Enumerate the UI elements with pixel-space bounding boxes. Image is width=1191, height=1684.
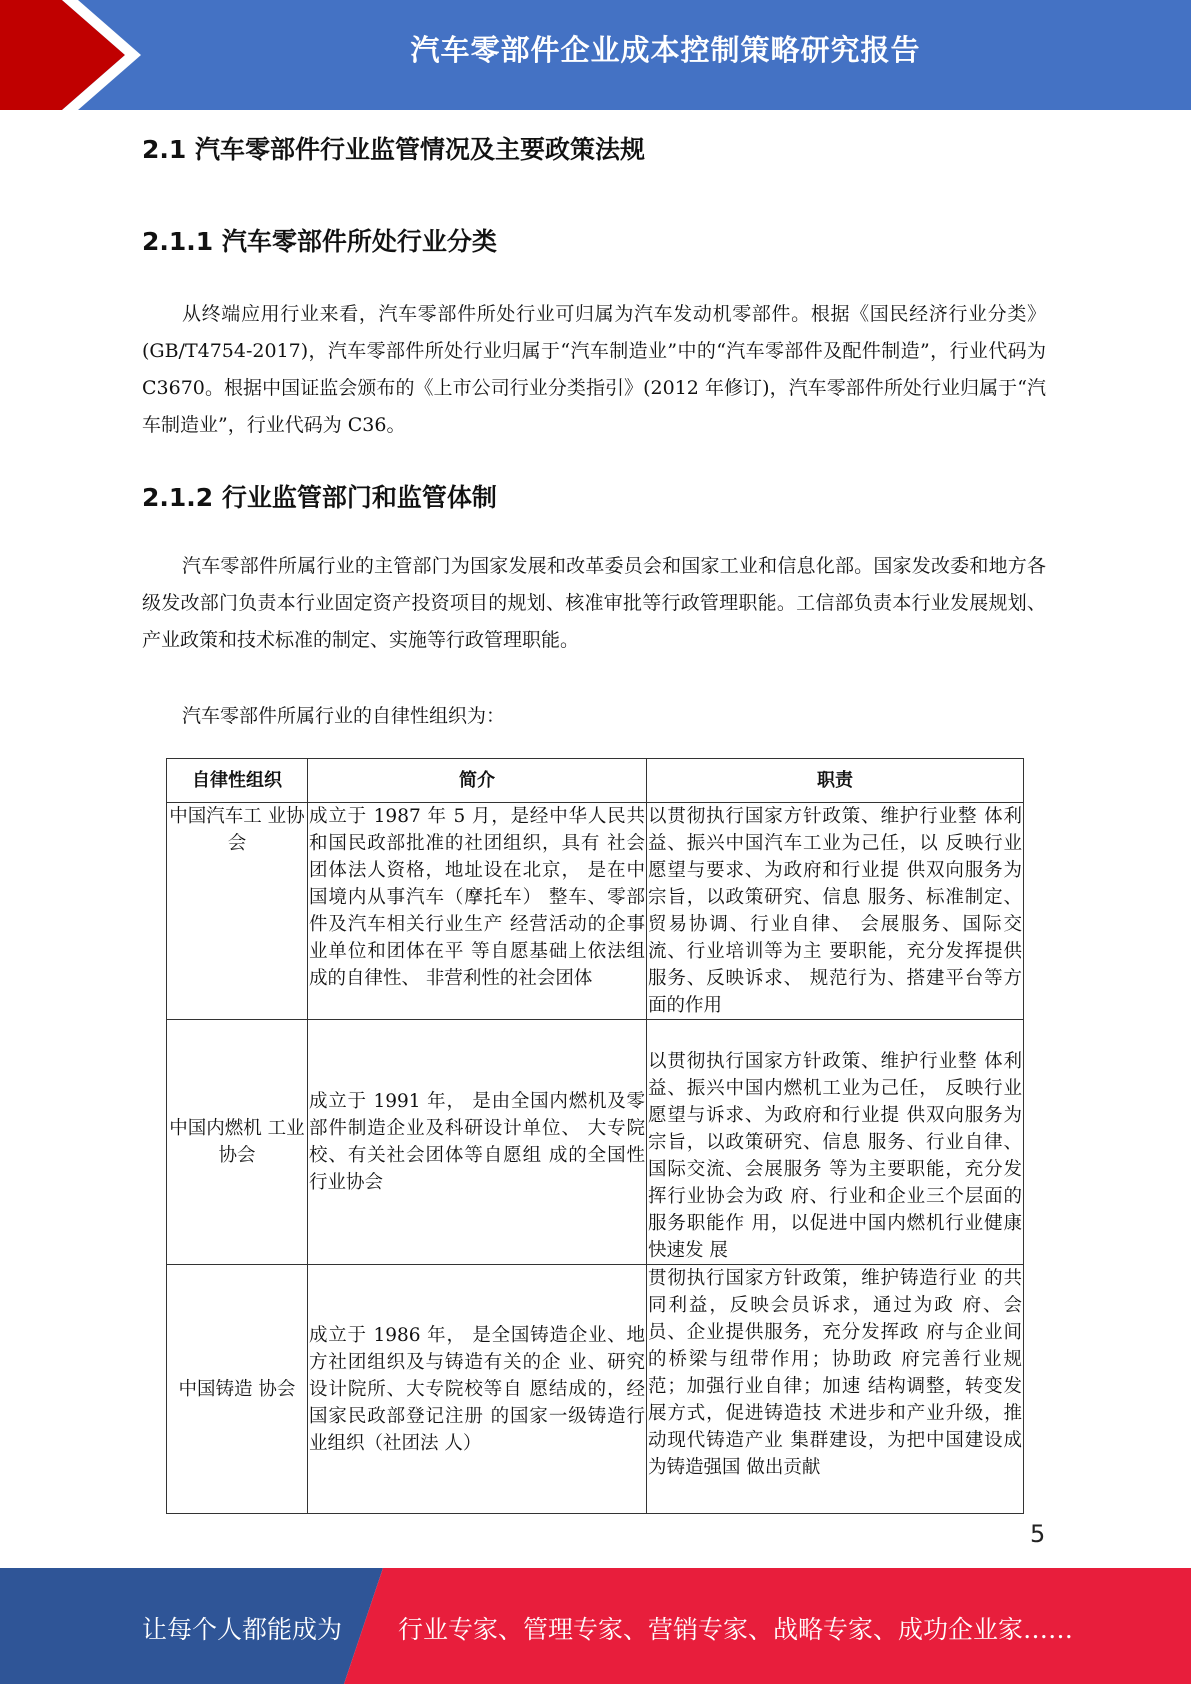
page-number: 5 (1030, 1520, 1046, 1548)
footer-slogan-right: 行业专家、管理专家、营销专家、战略专家、成功企业家…… (398, 1615, 1074, 1644)
report-title: 汽车零部件企业成本控制策略研究报告 (410, 33, 921, 67)
table-header-row (167, 759, 1024, 803)
paragraph-selfreg-intro: 汽车零部件所属行业的自律性组织为： (182, 705, 506, 727)
org-duty-cell: 贯彻执行国家方针政策，维护铸造行业 的共同利益，反映会员诉求，通过为政 府、会员、企业提供服务，充分发挥政 府与企业间的桥梁与纽带作用；协助政 府完善行业规范；加强行业自律；加速 结构调整，转变发展方式，促进铸造技 术进步和产业升级，推动现代铸造产业 集群建设，为把中国建设成为铸造强国 做出贡献 (647, 1265, 1024, 1514)
org-name-cell: 中国内燃机 工业协会 (167, 1020, 308, 1265)
org-intro-cell: 成立于 1986 年， 是全国铸造企业、地方社团组织及与铸造有关的企 业、研究设计院所、大专院校等自 愿结成的，经国家民政部登记注册 的国家一级铸造行业组织（社团法 人） (308, 1265, 647, 1514)
footer-slogan-left: 让每个人都能成为 (142, 1615, 343, 1644)
self-regulatory-orgs-table (166, 758, 1024, 1514)
table-row (167, 1020, 1024, 1265)
column-header-intro: 简介 (308, 759, 647, 803)
column-header-org: 自律性组织 (167, 759, 308, 803)
page-footer (0, 1568, 1191, 1684)
org-name-cell: 中国铸造 协会 (167, 1265, 308, 1514)
red-chevron-icon (0, 0, 160, 110)
section-heading-2-1-1: 2.1.1 汽车零部件所处行业分类 (142, 227, 497, 256)
org-intro-cell: 成立于 1991 年， 是由全国内燃机及零部件制造企业及科研设计单位、 大专院校、有关社会团体等自愿组 成的全国性行业协会 (308, 1020, 647, 1265)
table-row (167, 1265, 1024, 1514)
section-heading-2-1: 2.1 汽车零部件行业监管情况及主要政策法规 (142, 135, 645, 164)
page-header (0, 0, 1191, 110)
org-duty-cell: 以贯彻执行国家方针政策、维护行业整 体利益、振兴中国汽车工业为己任，以 反映行业愿望与要求、为政府和行业提 供双向服务为宗旨，以政策研究、信息 服务、标准制定、贸易协调、行业自律、 会展服务、国际交流、行业培训等为主 要职能，充分发挥提供服务、反映诉求、 规范行为、搭建平台等方面的作用 (647, 803, 1024, 1020)
table-row (167, 803, 1024, 1020)
org-intro-cell: 成立于 1987 年 5 月，是经中华人民共和国民政部批准的社团组织，具有 社会团体法人资格，地址设在北京， 是在中国境内从事汽车（摩托车） 整车、零部件及汽车相关行业生产 经营活动的企事业单位和团体在平 等自愿基础上依法组成的自律性、 非营利性的社会团体 (308, 803, 647, 1020)
org-duty-cell: 以贯彻执行国家方针政策、维护行业整 体利益、振兴中国内燃机工业为己任， 反映行业愿望与诉求、为政府和行业提 供双向服务为宗旨，以政策研究、信息 服务、行业自律、国际交流、会展服务 等为主要职能，充分发挥行业协会为政 府、行业和企业三个层面的服务职能作 用，以促进中国内燃机行业健康快速发 展 (647, 1020, 1024, 1265)
paragraph-industry-classification: 从终端应用行业来看，汽车零部件所处行业可归属为汽车发动机零部件。根据《国民经济行业分类》(GB/T4754-2017)，汽车零部件所处行业归属于“汽车制造业”中的“汽车零部件及配件制造”，行业代码为 C3670。根据中国证监会颁布的《上市公司行业分类指引》(2012 年修订)，汽车零部件所处行业归属于“汽车制造业”，行业代码为 C36。 (142, 303, 1046, 436)
section-heading-2-1-2: 2.1.2 行业监管部门和监管体制 (142, 483, 497, 512)
org-name-cell: 中国汽车工 业协会 (167, 803, 308, 1020)
paragraph-regulators: 汽车零部件所属行业的主管部门为国家发展和改革委员会和国家工业和信息化部。国家发改委和地方各级发改部门负责本行业固定资产投资项目的规划、核准审批等行政管理职能。工信部负责本行业发展规划、产业政策和技术标准的制定、实施等行政管理职能。 (142, 555, 1046, 651)
column-header-duty: 职责 (647, 759, 1024, 803)
